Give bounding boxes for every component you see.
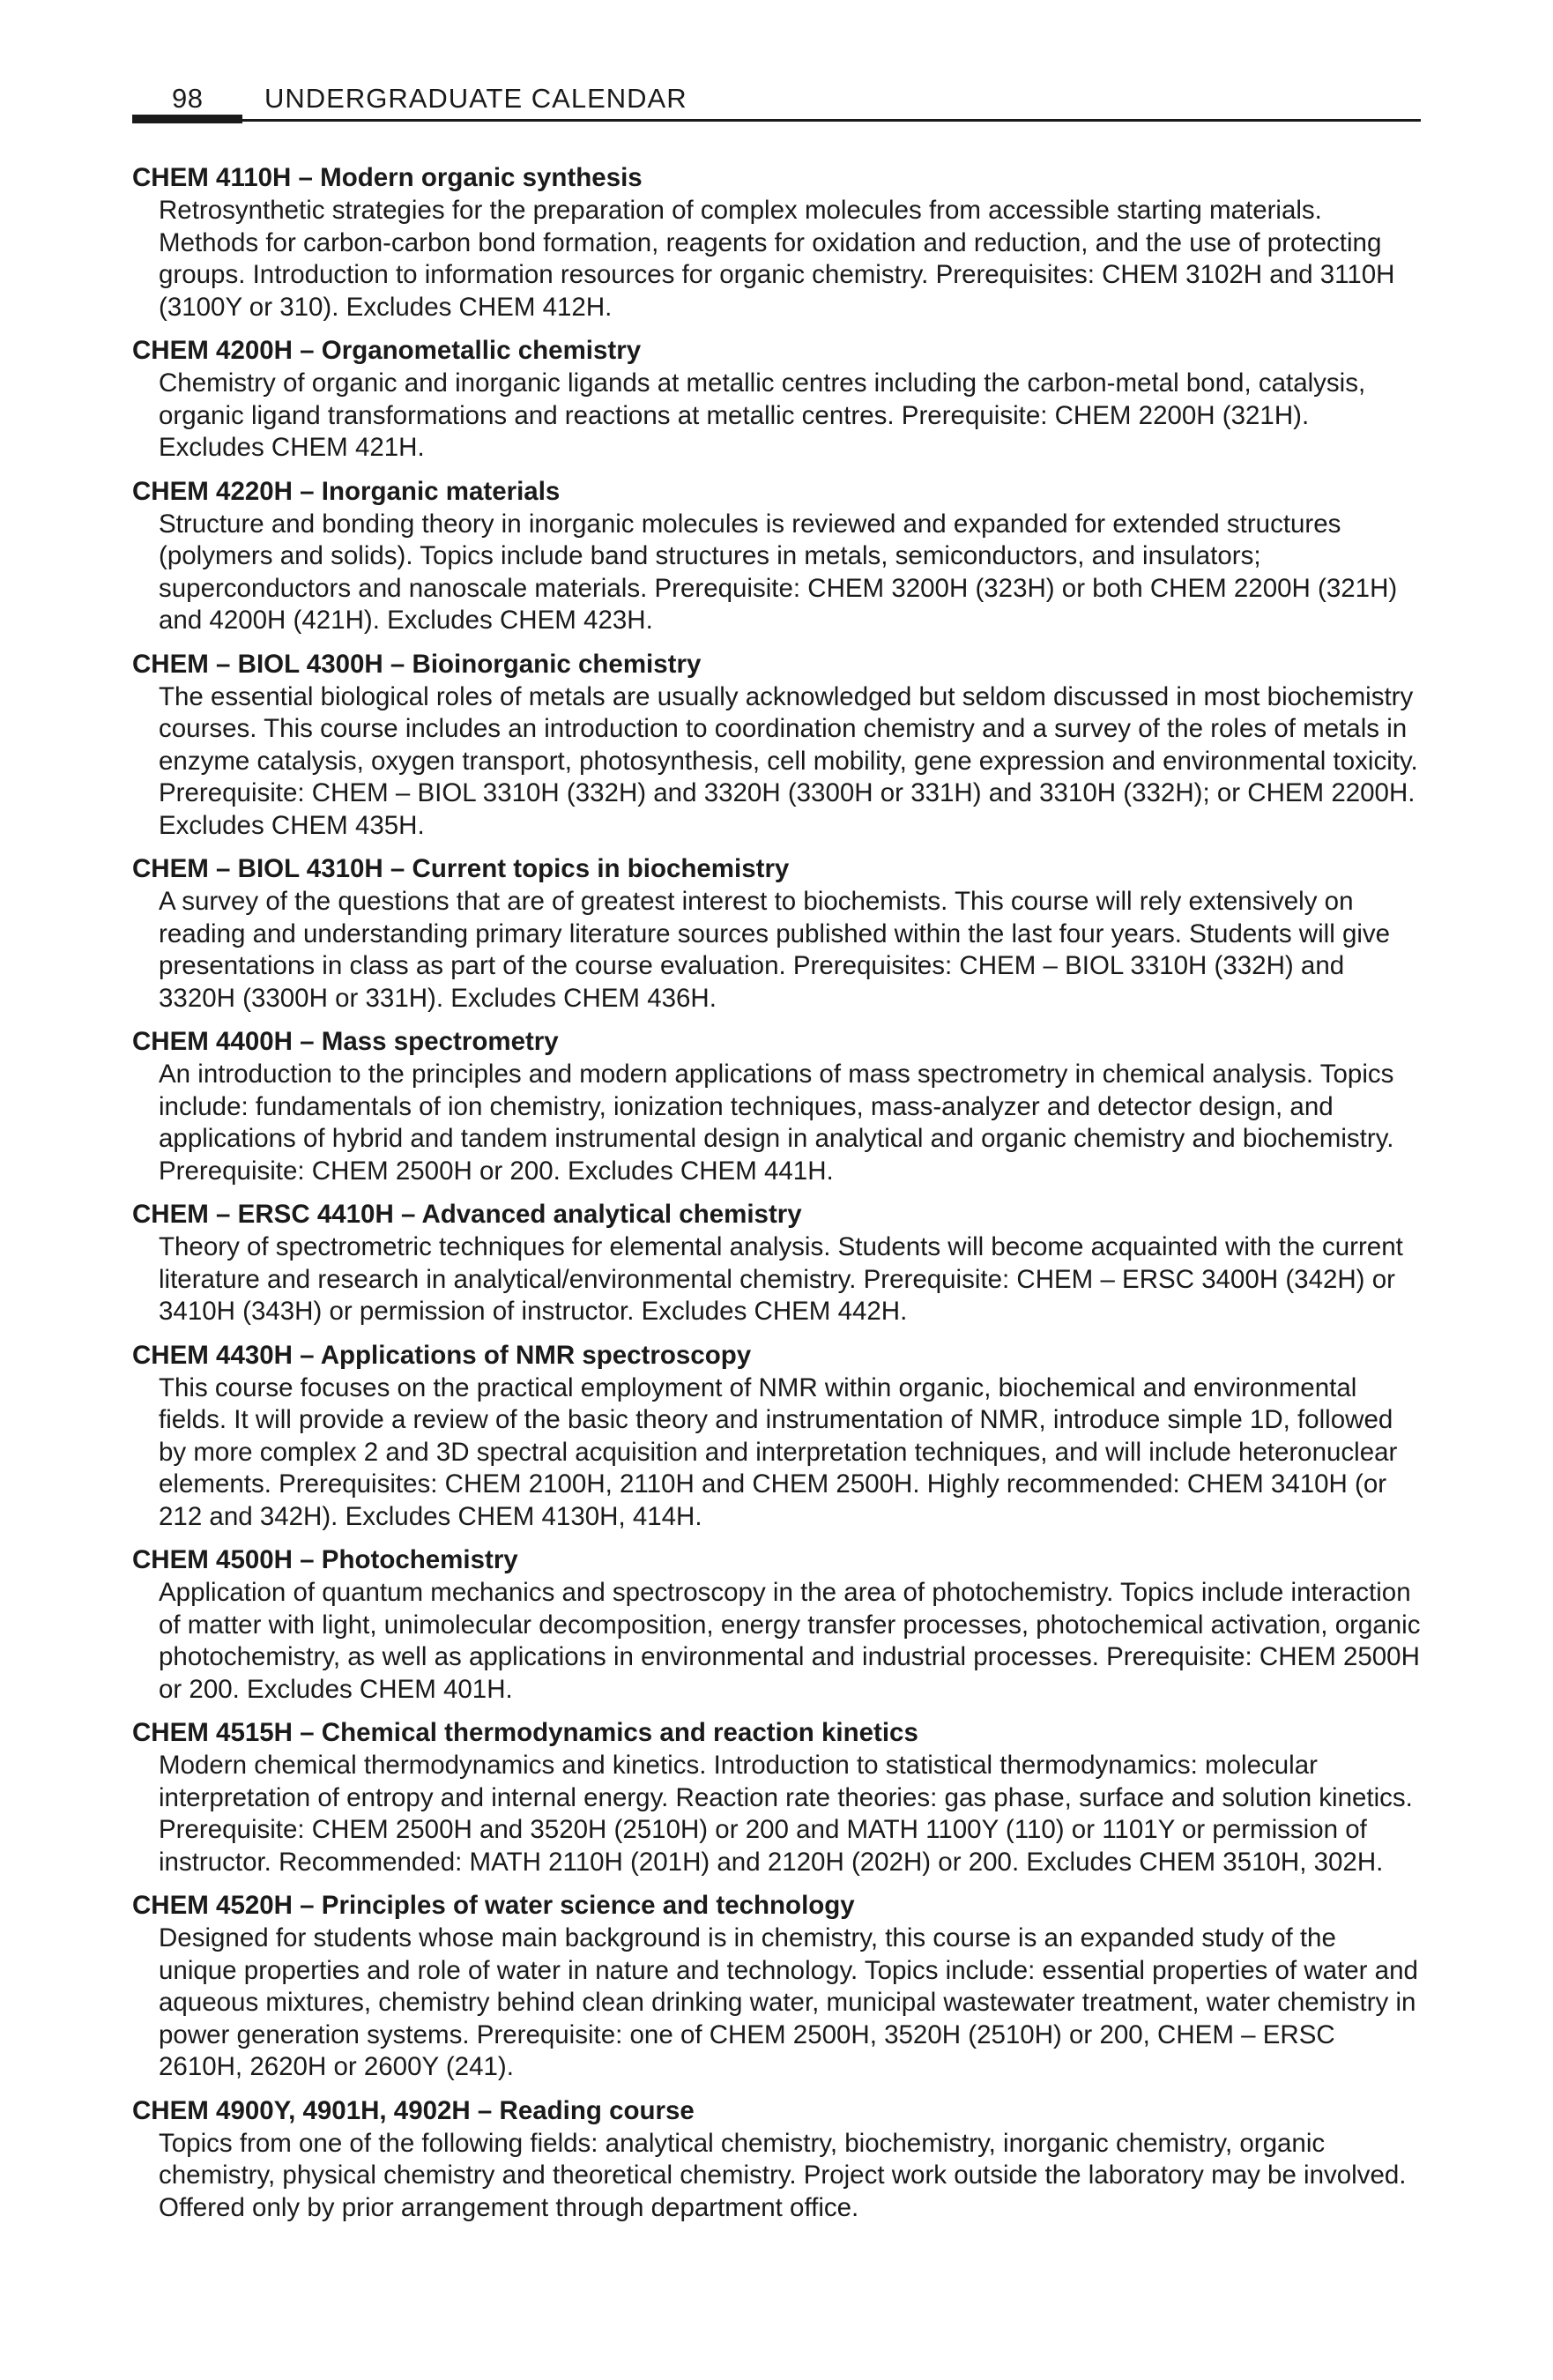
course-entry xyxy=(132,2094,1421,2225)
course-description: Designed for students whose main background is in chemistry, this course is an expanded study of the unique properties and role of water in nature and technology. Topics include: essential properties of water and aqueous mixtures, chemistry behind clean drinking water, municipal wastewater treatment, water chemistry in power generation systems. Prerequisite: one of CHEM 2500H, 3520H (2510H) or 200, CHEM – ERSC 2610H, 2620H or 2600Y (241). xyxy=(159,1923,1418,2081)
course-list xyxy=(132,160,1421,2234)
course-description: Modern chemical thermodynamics and kinetics. Introduction to statistical thermodynamics: molecular interpretation of entropy and internal energy. Reaction rate theories: gas phase, surface and solution kinetics. Prerequisite: CHEM 2500H and 3520H (2510H) or 200 and MATH 1100Y (110) or 1101Y or permission of instructor. Recommended: MATH 2110H (201H) and 2120H (202H) or 200. Excludes CHEM 3510H, 302H. xyxy=(159,1751,1413,1877)
running-head: UNDERGRADUATE CALENDAR xyxy=(264,83,687,114)
course-title: CHEM 4430H – Applications of NMR spectroscopy xyxy=(132,1340,752,1370)
course-title: CHEM 4110H – Modern organic synthesis xyxy=(132,163,643,192)
course-entry xyxy=(132,1024,1421,1187)
course-description: Structure and bonding theory in inorganic molecules is reviewed and expanded for extended structures (polymers and solids). Topics include band structures in metals, semiconductors, and insulators; superconductors and nanoscale materials. Prerequisite: CHEM 3200H (323H) or both CHEM 2200H (321H) and 4200H (421H). Excludes CHEM 423H. xyxy=(159,509,1398,635)
course-entry xyxy=(132,333,1421,465)
header-rule xyxy=(132,119,1421,122)
course-description: Chemistry of organic and inorganic ligands at metallic centres including the carbon-metal bond, catalysis, organic ligand transformations and reactions at metallic centres. Prerequisite: CHEM 2200H (321H). Excludes CHEM 421H. xyxy=(159,368,1366,462)
course-description: Application of quantum mechanics and spectroscopy in the area of photochemistry. Topics include interaction of matter with light, unimolecular decomposition, energy transfer processes, photochemical activation, organic photochemistry, as well as applications in environmental and industrial processes. Prerequisite: CHEM 2500H or 200. Excludes CHEM 401H. xyxy=(159,1578,1421,1704)
course-title: CHEM 4200H – Organometallic chemistry xyxy=(132,336,642,365)
course-description: Topics from one of the following fields: analytical chemistry, biochemistry, inorganic chemistry, organic chemistry, physical chemistry and theoretical chemistry. Project work outside the laboratory may be involved. Offered only by prior arrangement through department office. xyxy=(159,2128,1407,2222)
course-entry xyxy=(132,1543,1421,1706)
course-description: Theory of spectrometric techniques for elemental analysis. Students will become acquainted with the current literature and research in analytical/environmental chemistry. Prerequisite: CHEM – ERSC 3400H (342H) or 3410H (343H) or permission of instructor. Excludes CHEM 442H. xyxy=(159,1232,1403,1326)
course-entry xyxy=(132,160,1421,324)
course-title: CHEM 4900Y, 4901H, 4902H – Reading course xyxy=(132,2095,695,2125)
course-title: CHEM 4500H – Photochemistry xyxy=(132,1545,518,1574)
course-description: Retrosynthetic strategies for the preparation of complex molecules from accessible starting materials. Methods for carbon-carbon bond formation, reagents for oxidation and reduction, and the use of protecting groups. Introduction to information resources for organic chemistry. Prerequisites: CHEM 3102H and 3110H (3100Y or 310). Excludes CHEM 412H. xyxy=(159,196,1395,322)
course-title: CHEM – BIOL 4300H – Bioinorganic chemistry xyxy=(132,649,702,679)
course-entry xyxy=(132,1197,1421,1328)
course-title: CHEM – ERSC 4410H – Advanced analytical chemistry xyxy=(132,1200,802,1229)
course-description: The essential biological roles of metals are usually acknowledged but seldom discussed in most biochemistry courses. This course includes an introduction to coordination chemistry and a survey of the roles of metals in enzyme catalysis, oxygen transport, photosynthesis, cell mobility, gene expression and environmental toxicity. Prerequisite: CHEM – BIOL 3310H (332H) and 3320H (3300H or 331H) and 3310H (332H); or CHEM 2200H. Excludes CHEM 435H. xyxy=(159,681,1418,840)
page-number: 98 xyxy=(172,83,204,114)
course-title: CHEM 4515H – Chemical thermodynamics and reaction kinetics xyxy=(132,1718,918,1747)
course-title: CHEM 4400H – Mass spectrometry xyxy=(132,1027,559,1056)
course-entry xyxy=(132,852,1421,1015)
course-title: CHEM 4520H – Principles of water science and technology xyxy=(132,1891,855,1920)
course-entry xyxy=(132,1338,1421,1534)
page-header xyxy=(132,81,1421,122)
course-description: A survey of the questions that are of greatest interest to biochemists. This course will rely extensively on reading and understanding primary literature sources published within the last four years. Students will give presentations in class as part of the course evaluation. Prerequisites: CHEM – BIOL 3310H (332H) and 3320H (3300H or 331H). Excludes CHEM 436H. xyxy=(159,887,1391,1013)
course-description: An introduction to the principles and modern applications of mass spectrometry in chemical analysis. Topics include: fundamentals of ion chemistry, ionization techniques, mass-analyzer and detector design, and applications of hybrid and tandem instrumental design in analytical and organic chemistry and biochemistry. Prerequisite: CHEM 2500H or 200. Excludes CHEM 441H. xyxy=(159,1060,1394,1186)
course-entry xyxy=(132,474,1421,637)
course-description: This course focuses on the practical employment of NMR within organic, biochemical and environmental fields. It will provide a review of the basic theory and instrumentation of NMR, introduce simple 1D, followed by more complex 2 and 3D spectral acquisition and interpretation techniques, and will include heteronuclear elements. Prerequisites: CHEM 2100H, 2110H and CHEM 2500H. Highly recommended: CHEM 3410H (or 212 and 342H). Excludes CHEM 4130H, 414H. xyxy=(159,1372,1398,1531)
course-entry xyxy=(132,1715,1421,1878)
course-title: CHEM – BIOL 4310H – Current topics in biochemistry xyxy=(132,854,790,883)
course-entry xyxy=(132,647,1421,843)
course-entry xyxy=(132,1888,1421,2084)
course-title: CHEM 4220H – Inorganic materials xyxy=(132,476,561,506)
